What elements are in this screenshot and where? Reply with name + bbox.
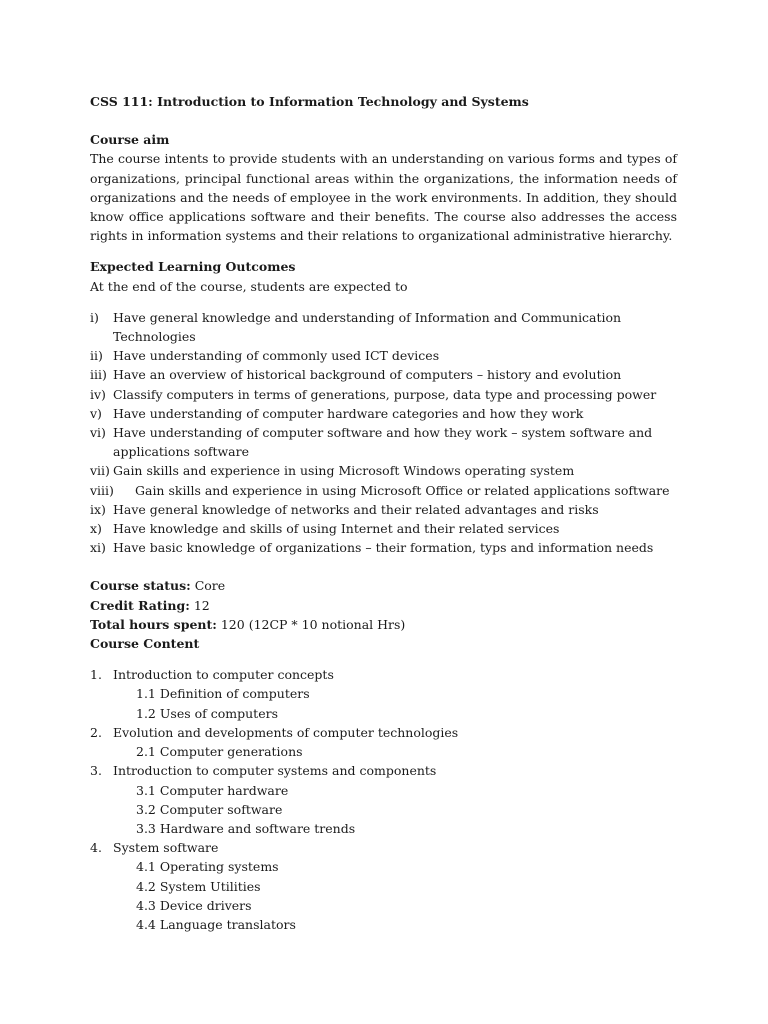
content-number: 4. [90,840,102,856]
outcome-item [90,461,677,480]
outcome-item [90,519,677,538]
outcome-text: Have understanding of computer hardware categories and how they work [113,405,584,421]
content-subitem [113,896,677,915]
content-subitem [113,684,677,703]
content-number: 3. [90,763,102,779]
outcome-text: Have basic knowledge of organizations – their formation, typs and information needs [113,540,654,556]
outcome-number: x) [90,521,102,537]
subitem-number: 1.1 [136,686,156,702]
total-hours-value: 120 (12CP * 10 notional Hrs) [220,616,406,632]
document-page [90,92,677,934]
content-text: System software [113,840,219,856]
course-status-label: Course status: [90,578,191,594]
credit-rating [90,596,677,615]
content-item [90,665,677,723]
subitem-number: 4.3 [136,897,156,913]
outcome-number: ii) [90,348,103,364]
course-aim-heading: Course aim [90,132,170,148]
subitem-number: 3.3 [136,820,156,836]
outcome-item [90,538,677,557]
course-content-heading: Course Content [90,636,200,652]
subitem-text: System Utilities [159,878,261,894]
credit-rating-label: Credit Rating: [90,597,190,613]
outcome-text: Gain skills and experience in using Microsoft Windows operating system [113,463,575,479]
outcome-number: vi) [90,425,106,441]
subitem-text: Computer hardware [159,782,289,798]
content-text: Introduction to computer systems and components [113,763,437,779]
content-sublist [113,781,677,839]
course-status-value: Core [194,578,226,594]
outcome-number: viii) [90,482,114,498]
subitem-number: 2.1 [136,744,156,760]
outcome-item [90,423,677,461]
course-aim-text: The course intents to provide students with an understanding on various forms and types of organizations, principal functional areas within the organizations, the information needs of organizations and the needs of employee in the work environments. In addition, they should know office applications software and their benefits. The course also addresses the access rights in information systems and their relations to organizational administrative hierarchy. [90,151,677,244]
outcome-item [90,404,677,423]
outcome-number: v) [90,405,102,421]
outcome-text: Gain skills and experience in using Microsoft Office or related applications software [135,482,670,498]
content-subitem [113,857,677,876]
course-content-list [90,665,677,934]
content-subitem [113,800,677,819]
outcome-number: i) [90,309,99,325]
subitem-number: 4.4 [136,916,156,932]
total-hours [90,615,677,634]
content-subitem [113,704,677,723]
subitem-text: Computer generations [159,744,303,760]
content-sublist [113,857,677,934]
content-text: Introduction to computer concepts [113,667,334,683]
subitem-number: 3.2 [136,801,156,817]
outcome-number: iv) [90,386,106,402]
content-subitem [113,819,677,838]
subitem-text: Uses of computers [159,705,278,721]
outcome-text: Have knowledge and skills of using Internet and their related services [113,521,560,537]
outcome-text: Have understanding of computer software and how they work – system software and applications software [113,425,653,460]
content-item [90,761,677,838]
outcome-item [90,308,677,346]
subitem-number: 1.2 [136,705,156,721]
content-sublist [113,684,677,722]
outcome-number: iii) [90,367,107,383]
content-item [90,838,677,934]
outcome-text: Classify computers in terms of generations, purpose, data type and processing power [113,386,657,402]
subitem-text: Definition of computers [159,686,310,702]
outcome-item [90,481,677,500]
outcome-number: ix) [90,501,106,517]
credit-rating-value: 12 [193,597,210,613]
subitem-number: 4.2 [136,878,156,894]
content-subitem [113,877,677,896]
subitem-text: Operating systems [159,859,279,875]
subitem-text: Device drivers [159,897,252,913]
subitem-text: Language translators [159,916,296,932]
outcome-item [90,365,677,384]
content-number: 1. [90,667,102,683]
document-title: CSS 111: Introduction to Information Technology and Systems [90,94,529,109]
subitem-text: Computer software [159,801,283,817]
content-subitem [113,915,677,934]
subitem-number: 3.1 [136,782,156,798]
content-number: 2. [90,724,102,740]
content-item [90,723,677,761]
content-subitem [113,742,677,761]
outcome-text: Have an overview of historical background of computers – history and evolution [113,367,622,383]
outcome-number: xi) [90,540,106,556]
content-subitem [113,781,677,800]
outcome-text: Have general knowledge and understanding of Information and Communication Technologies [113,309,622,345]
outcomes-list [90,308,677,558]
course-status [90,576,677,595]
outcomes-heading: Expected Learning Outcomes [90,259,296,275]
outcome-text: Have understanding of commonly used ICT devices [113,348,440,364]
total-hours-label: Total hours spent: [90,616,217,632]
outcomes-intro: At the end of the course, students are expected to [90,278,408,294]
subitem-number: 4.1 [136,859,156,875]
outcome-text: Have general knowledge of networks and their related advantages and risks [113,501,599,517]
outcome-item [90,346,677,365]
content-sublist [113,742,677,761]
outcome-item [90,500,677,519]
outcome-item [90,385,677,404]
content-text: Evolution and developments of computer technologies [113,724,459,740]
subitem-text: Hardware and software trends [159,820,356,836]
outcome-number: vii) [90,463,110,479]
